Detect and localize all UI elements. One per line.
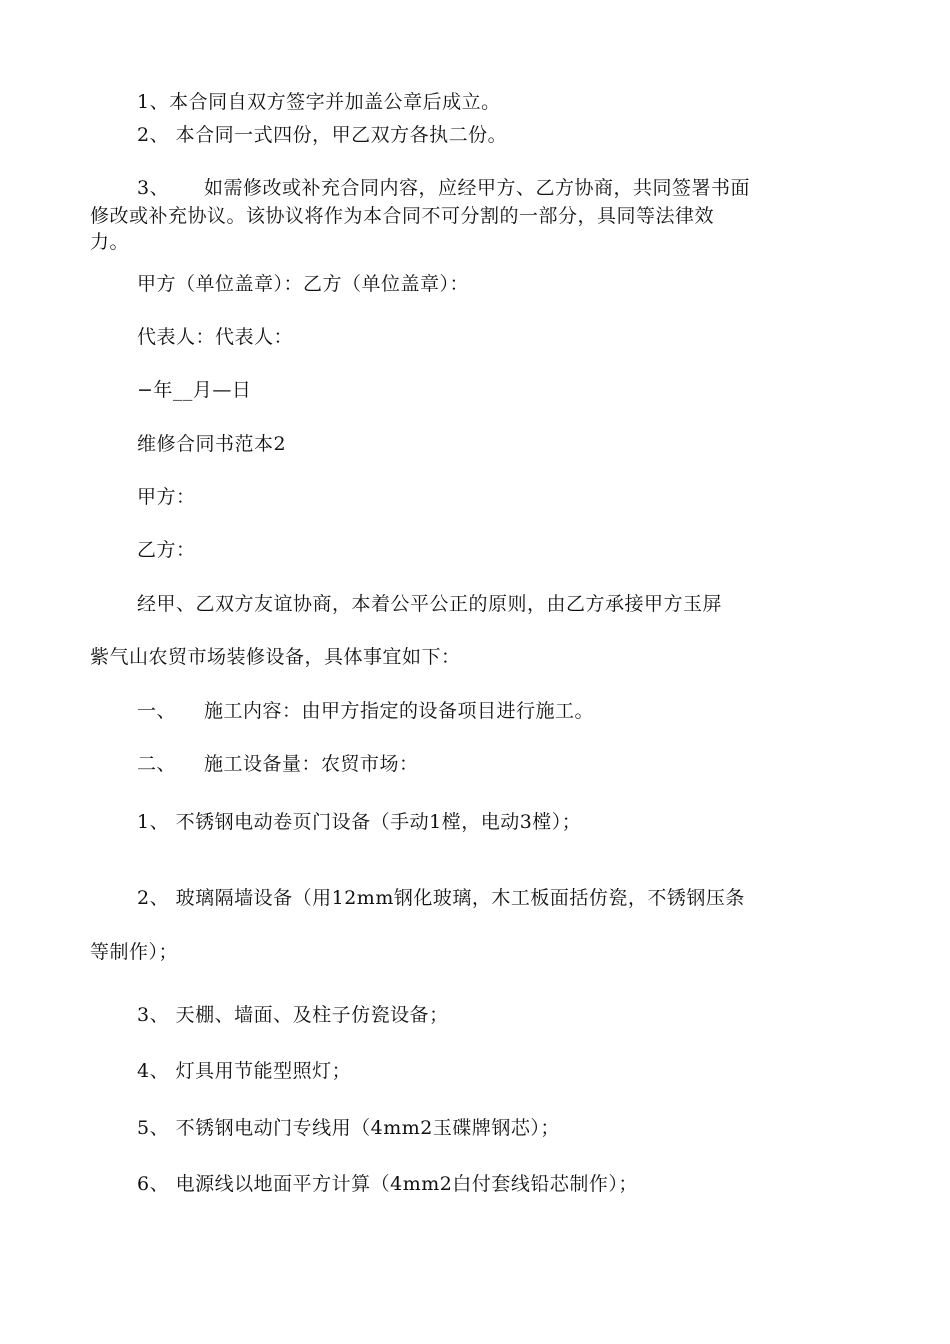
signing-date: −年__月—日 [137,379,252,401]
item-3: 3、 天棚、墙面、及柱子仿瓷设备； [137,1004,449,1026]
item-4: 4、 灯具用节能型照灯； [137,1060,352,1082]
clause-3-line-2: 修改或补充协议。该协议将作为本合同不可分割的一部分，具同等法律效 [90,205,715,227]
item-1: 1、 不锈钢电动卷页门设备（手动1樘，电动3樘）； [137,811,582,833]
section-2-number: 二、 [137,753,177,775]
item-5: 5、 不锈钢电动门专线用（4mm2玉碟牌钢芯）； [137,1117,560,1139]
section-1-text: 施工内容：由甲方指定的设备项目进行施工。 [204,700,595,722]
section-1-number: 一、 [137,700,177,722]
intro-line-2: 紫气山农贸市场装修设备，具体事宜如下： [90,646,461,668]
item-6: 6、 电源线以地面平方计算（4mm2白付套线铅芯制作）； [137,1173,638,1195]
clause-2: 2、 本合同一式四份，甲乙双方各执二份。 [137,124,508,146]
signature-parties: 甲方（单位盖章）：乙方（单位盖章）： [137,273,470,295]
representatives: 代表人：代表人： [137,326,294,348]
clause-1: 1、本合同自双方签字并加盖公章后成立。 [137,91,501,113]
section-2-text: 施工设备量：农贸市场： [204,753,419,775]
item-2-line-2: 等制作）； [90,941,179,963]
section-title: 维修合同书范本2 [137,433,287,455]
clause-3-line-3: 力。 [90,231,130,253]
clause-3-number: 3、 [137,177,170,199]
item-2-line-1: 2、 玻璃隔墙设备（用12mm钢化玻璃，木工板面括仿瓷，不锈钢压条 [137,887,745,909]
clause-3-line-1: 如需修改或补充合同内容，应经甲方、乙方协商，共同签署书面 [204,177,751,199]
party-a-label: 甲方： [137,486,196,508]
intro-line-1: 经甲、乙双方友谊协商，本着公平公正的原则，由乙方承接甲方玉屏 [137,593,723,615]
party-b-label: 乙方： [137,539,196,561]
